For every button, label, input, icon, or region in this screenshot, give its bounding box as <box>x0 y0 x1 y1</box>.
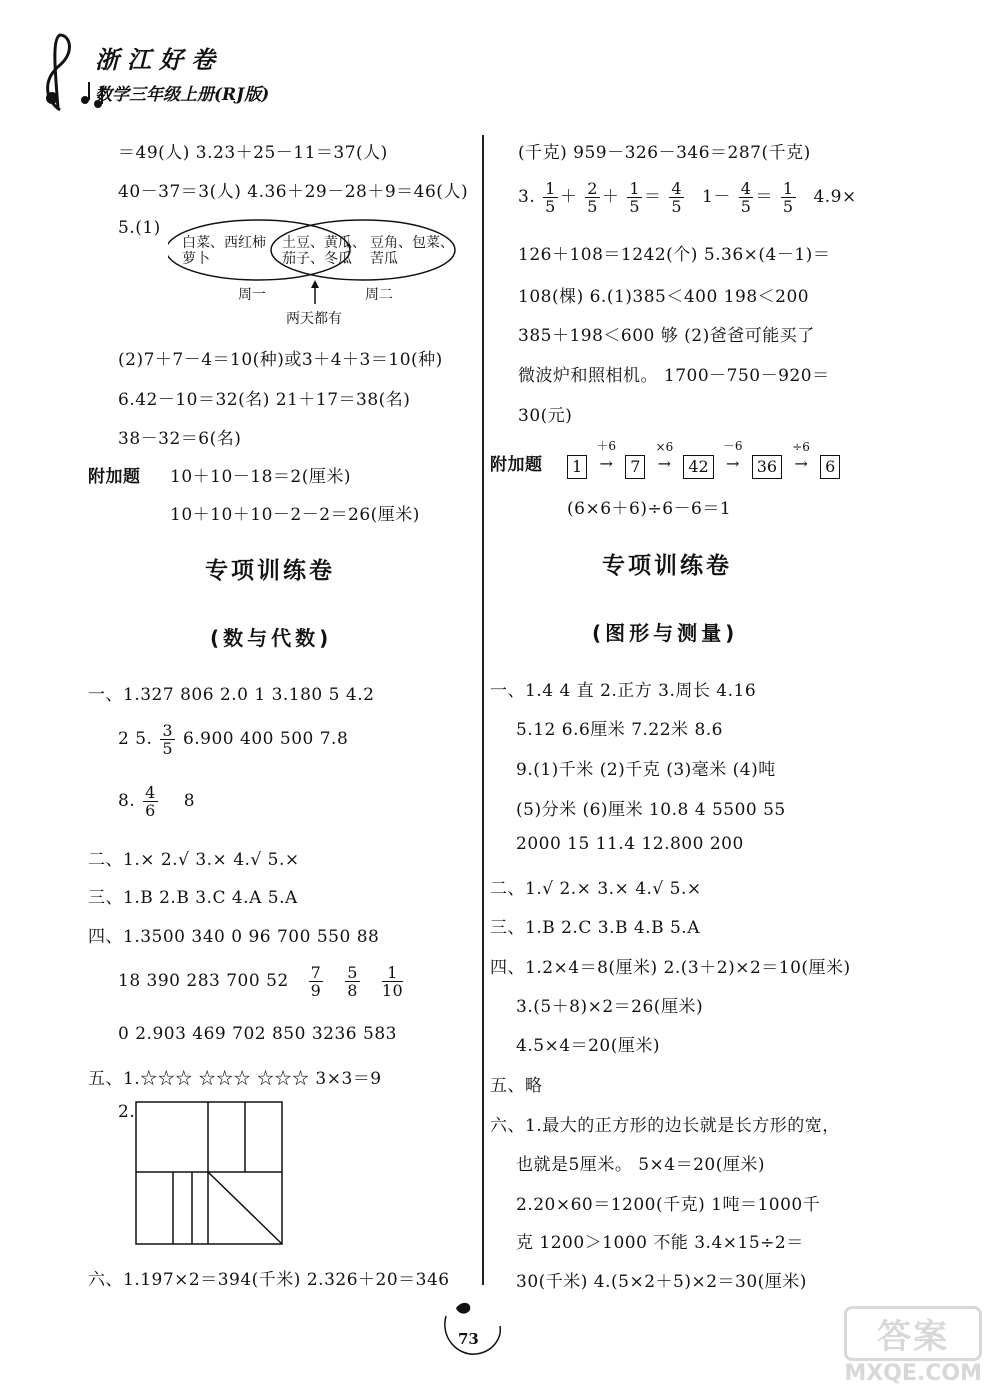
section-title: 专项训练卷 <box>602 553 732 579</box>
book-subtitle: 数学三年级上册(RJ版) <box>95 85 270 105</box>
fraction: $\frac{7}{9}$ <box>310 963 322 1000</box>
venn-right-b: 苦瓜 <box>370 251 398 267</box>
operation-chain: 1 ＋6 → 7 ×6 → 42 －6 → 36 ÷6 → 6 <box>567 437 840 479</box>
answer-line: 四、1.2×4＝8(厘米) 2.(3＋2)×2＝10(厘米) <box>490 958 851 978</box>
answer-line: 18 390 283 700 52 $\frac{7}{9}$ $\frac{5}{8}$ $\frac{1}{10}$ <box>118 963 404 1000</box>
answer-line: 30(千米) 4.(5×2＋5)×2＝30(厘米) <box>516 1272 807 1292</box>
arrow-right-icon: → <box>794 454 808 473</box>
chain-box: 36 <box>752 455 782 479</box>
venn-mid-b: 茄子、冬瓜 <box>282 251 352 267</box>
answer-line: 一、1.4 4 直 2.正方 3.周长 4.16 <box>490 681 757 701</box>
answer-line: 三、1.B 2.C 3.B 4.B 5.A <box>490 918 700 938</box>
fraction: $\frac{5}{8}$ <box>347 963 358 1000</box>
section-subtitle: (图形与测量) <box>592 621 739 645</box>
venn-label-right: 周二 <box>365 287 393 303</box>
text-line: 126＋108＝1242(个) 5.36×(4－1)＝ <box>518 245 831 265</box>
answer-line: 克 1200＞1000 不能 3.4×15÷2＝ <box>516 1233 804 1253</box>
text-line: (千克) 959－326－346＝287(千克) <box>518 143 811 163</box>
answer-line: 三、1.B 2.B 3.C 4.A 5.A <box>88 888 298 908</box>
text-line: 6.42－10＝32(名) 21＋17＝38(名) <box>118 390 411 410</box>
square-division-figure <box>135 1100 285 1250</box>
answer-line: 4.5×4＝20(厘米) <box>516 1036 660 1056</box>
section-title: 专项训练卷 <box>205 558 335 584</box>
venn-left-a: 白菜、西红柿 <box>182 235 266 251</box>
section-subtitle: (数与代数) <box>210 626 333 650</box>
chain-box: 7 <box>625 455 645 479</box>
text-line: 108(棵) 6.(1)385＜400 198＜200 <box>518 287 810 307</box>
arrow-right-icon: → <box>657 454 672 473</box>
text-line: 5.(1) <box>118 218 161 238</box>
venn-label-left: 周一 <box>238 287 266 303</box>
extra-label: 附加题 <box>88 467 141 487</box>
arrow-right-icon: → <box>599 454 613 473</box>
venn-mid-a: 土豆、黄瓜、 <box>282 235 366 251</box>
watermark: 答案 MXQE.COM <box>844 1306 982 1386</box>
fraction: $\frac{1}{10}$ <box>381 963 404 1000</box>
fraction: $\frac{3}{5}$ <box>162 721 174 758</box>
text-line: 40－37＝3(人) 4.36＋29－28＋9＝46(人) <box>118 182 469 202</box>
answer-line: 3.(5＋8)×2＝26(厘米) <box>516 997 704 1017</box>
answer-line: 也就是5厘米。 5×4＝20(厘米) <box>516 1155 765 1175</box>
answer-line: 2 5. $\frac{3}{5}$ 6.900 400 500 7.8 <box>118 721 349 758</box>
text-line: 385＋198＜600 够 (2)爸爸可能买了 <box>518 326 815 346</box>
venn-label-both: 两天都有 <box>286 311 342 327</box>
text-line: 微波炉和照相机。 1700－750－920＝ <box>518 366 830 386</box>
text-line: 3. $\frac{1}{5}$ ＋ $\frac{2}{5}$ ＋ $\frac{1}{5}$ ＝ $\frac{4}{5}$ 1－ $\frac{4}{5}$ ＝ $\frac{1}{5}$ 4.9× <box>518 179 857 216</box>
answer-line: 五、略 <box>490 1076 543 1096</box>
answer-line: 二、1.× 2.√ 3.× 4.√ 5.× <box>88 850 300 870</box>
venn-left-b: 萝卜 <box>182 251 210 267</box>
answer-line: 五、1.☆☆☆ ☆☆☆ ☆☆☆ 3×3＝9 <box>88 1069 382 1089</box>
answer-line: (5)分米 (6)厘米 10.8 4 5500 55 <box>516 800 786 820</box>
answer-line: 六、1.197×2＝394(千米) 2.326＋20＝346 <box>88 1270 450 1290</box>
extra-label: 附加题 <box>490 455 543 475</box>
text-line: ＝49(人) 3.23＋25－11＝37(人) <box>118 143 388 163</box>
column-divider <box>482 135 484 1285</box>
chain-box: 42 <box>683 455 713 479</box>
text-line: (2)7＋7－4＝10(种)或3＋4＋3＝10(种) <box>118 350 443 370</box>
answer-line: 5.12 6.6厘米 7.22米 8.6 <box>516 720 723 740</box>
venn-right-a: 豆角、包菜、 <box>370 235 454 251</box>
answer-line: 2. <box>118 1102 136 1122</box>
answer-line: 2000 15 11.4 12.800 200 <box>516 834 744 854</box>
answer-line: 0 2.903 469 702 850 3236 583 <box>118 1024 397 1044</box>
answer-line: 六、1.最大的正方形的边长就是长方形的宽， <box>490 1116 840 1136</box>
answer-line: 二、1.√ 2.× 3.× 4.√ 5.× <box>490 879 702 899</box>
chain-box: 6 <box>820 455 840 479</box>
answer-line: 8. $\frac{4}{6}$ 8 <box>118 783 196 820</box>
page-number-ornament-icon <box>438 1298 508 1358</box>
answer-line: 四、1.3500 340 0 96 700 550 88 <box>88 927 380 947</box>
answer-line: 2.20×60＝1200(千克) 1吨＝1000千 <box>516 1195 821 1215</box>
page-number: 73 <box>458 1330 479 1348</box>
arrow-right-icon: → <box>726 454 740 473</box>
text-line: 10＋10－18＝2(厘米) <box>170 467 351 487</box>
brand-title: 浙江好卷 <box>95 45 223 74</box>
chain-box: 1 <box>567 455 587 479</box>
fraction: $\frac{4}{6}$ <box>145 783 156 820</box>
text-line: (6×6＋6)÷6－6＝1 <box>567 499 732 519</box>
answer-line: 一、1.327 806 2.0 1 3.180 5 4.2 <box>88 685 375 705</box>
text-line: 10＋10＋10－2－2＝26(厘米) <box>170 505 420 525</box>
answer-line: 9.(1)千米 (2)千克 (3)毫米 (4)吨 <box>516 760 776 780</box>
text-line: 38－32＝6(名) <box>118 429 242 449</box>
text-line: 30(元) <box>518 406 573 426</box>
